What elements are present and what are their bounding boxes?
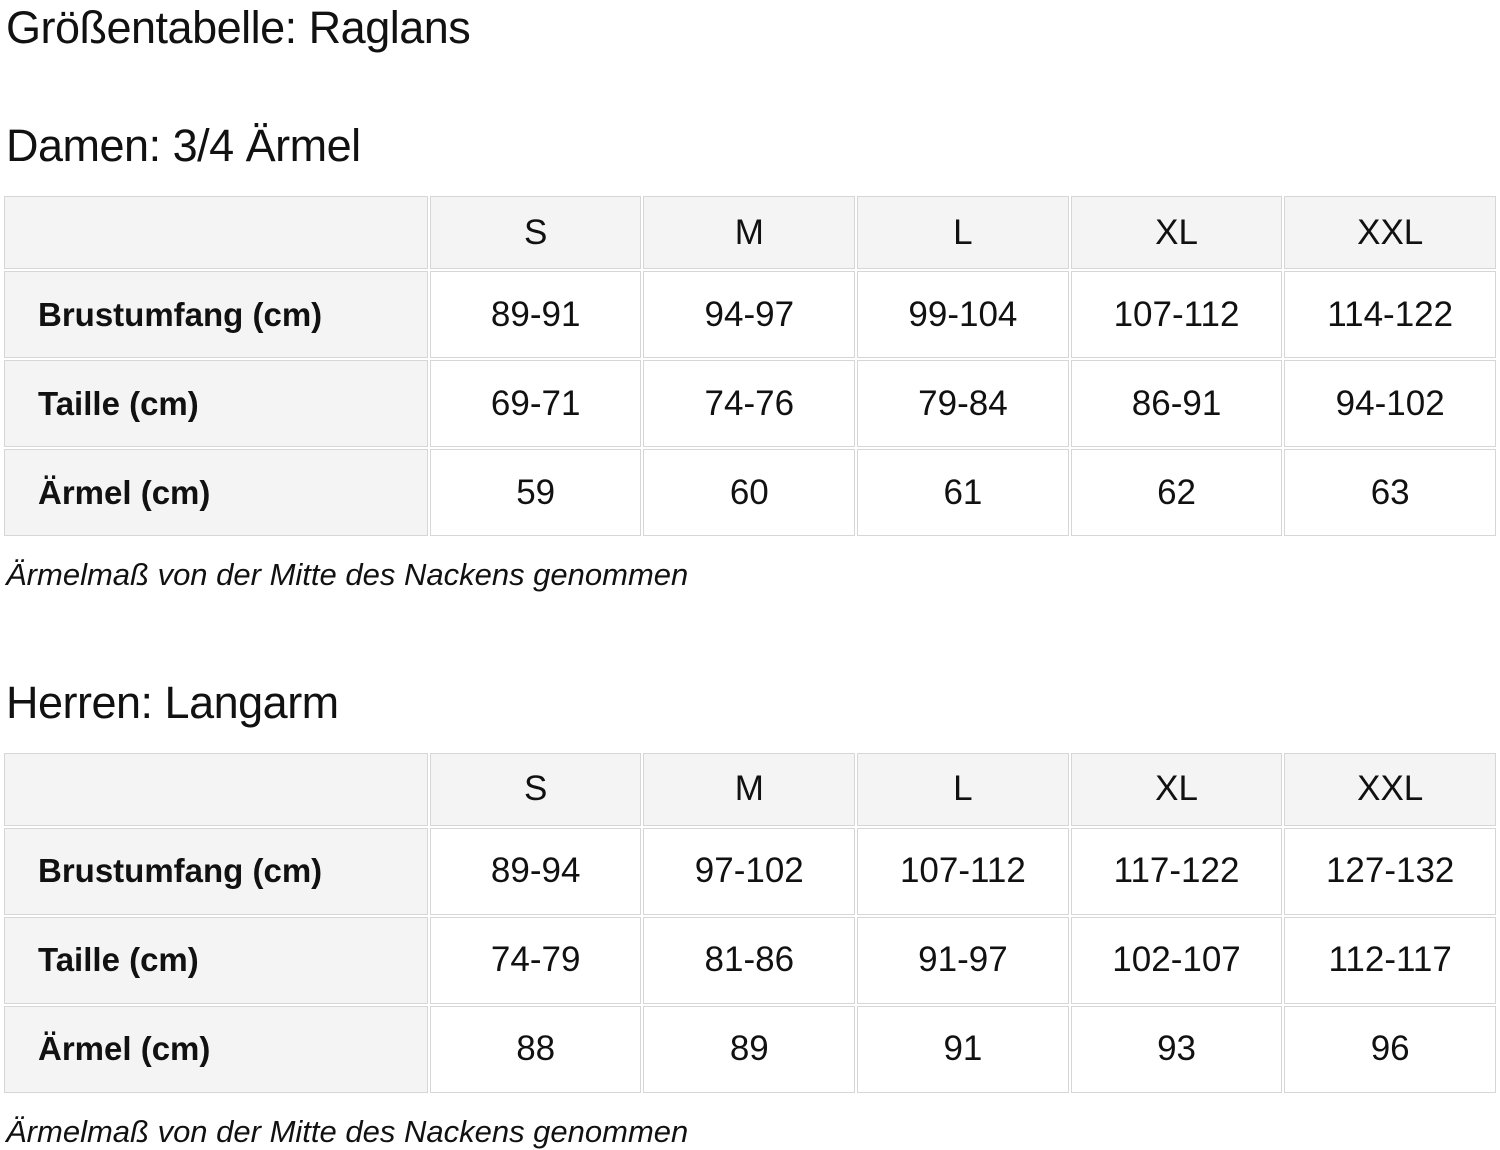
size-header-s: S	[430, 196, 642, 269]
section-damen	[0, 120, 1500, 592]
page-title: Größentabelle: Raglans	[6, 2, 471, 53]
section-herren	[0, 676, 1500, 1149]
value-cell: 63	[1284, 449, 1496, 536]
table-row-aermel	[4, 1006, 1496, 1093]
value-cell: 93	[1071, 1006, 1283, 1093]
value-cell: 59	[430, 449, 642, 536]
value-cell: 60	[643, 449, 855, 536]
row-label: Ärmel (cm)	[4, 1006, 428, 1093]
row-label: Taille (cm)	[4, 917, 428, 1004]
value-cell: 112-117	[1284, 917, 1496, 1004]
size-table-damen-body	[4, 271, 1496, 536]
size-header-xl: XL	[1071, 196, 1283, 269]
size-table-damen	[2, 194, 1498, 538]
size-table-damen-header	[4, 196, 1496, 269]
value-cell: 107-112	[1071, 271, 1283, 358]
section-heading-herren: Herren: Langarm	[6, 676, 339, 728]
value-cell: 74-76	[643, 360, 855, 447]
size-header-l: L	[857, 753, 1069, 826]
value-cell: 114-122	[1284, 271, 1496, 358]
table-row-brustumfang	[4, 271, 1496, 358]
row-label: Brustumfang (cm)	[4, 828, 428, 915]
value-cell: 97-102	[643, 828, 855, 915]
value-cell: 62	[1071, 449, 1283, 536]
sleeve-measure-footnote: Ärmelmaß von der Mitte des Nackens genommen	[6, 1113, 689, 1149]
size-header-s: S	[430, 753, 642, 826]
size-table-herren-header	[4, 753, 1496, 826]
size-header-xxl: XXL	[1284, 753, 1496, 826]
header-row	[4, 196, 1496, 269]
value-cell: 81-86	[643, 917, 855, 1004]
size-header-m: M	[643, 196, 855, 269]
table-row-aermel	[4, 449, 1496, 536]
table-row-taille	[4, 360, 1496, 447]
value-cell: 91-97	[857, 917, 1069, 1004]
table-row-brustumfang	[4, 828, 1496, 915]
value-cell: 102-107	[1071, 917, 1283, 1004]
size-header-m: M	[643, 753, 855, 826]
value-cell: 99-104	[857, 271, 1069, 358]
value-cell: 86-91	[1071, 360, 1283, 447]
value-cell: 79-84	[857, 360, 1069, 447]
section-heading-damen: Damen: 3/4 Ärmel	[6, 120, 361, 171]
row-label: Taille (cm)	[4, 360, 428, 447]
sleeve-measure-footnote: Ärmelmaß von der Mitte des Nackens genommen	[6, 557, 689, 592]
value-cell: 127-132	[1284, 828, 1496, 915]
value-cell: 117-122	[1071, 828, 1283, 915]
value-cell: 89-94	[430, 828, 642, 915]
size-header-xl: XL	[1071, 753, 1283, 826]
value-cell: 88	[430, 1006, 642, 1093]
value-cell: 61	[857, 449, 1069, 536]
value-cell: 89-91	[430, 271, 642, 358]
header-row	[4, 753, 1496, 826]
corner-cell	[4, 753, 428, 826]
value-cell: 96	[1284, 1006, 1496, 1093]
value-cell: 94-102	[1284, 360, 1496, 447]
row-label: Brustumfang (cm)	[4, 271, 428, 358]
size-table-herren	[2, 751, 1498, 1095]
value-cell: 69-71	[430, 360, 642, 447]
size-table-herren-body	[4, 828, 1496, 1093]
size-header-l: L	[857, 196, 1069, 269]
size-header-xxl: XXL	[1284, 196, 1496, 269]
row-label: Ärmel (cm)	[4, 449, 428, 536]
table-row-taille	[4, 917, 1496, 1004]
corner-cell	[4, 196, 428, 269]
value-cell: 91	[857, 1006, 1069, 1093]
value-cell: 89	[643, 1006, 855, 1093]
value-cell: 74-79	[430, 917, 642, 1004]
value-cell: 107-112	[857, 828, 1069, 915]
value-cell: 94-97	[643, 271, 855, 358]
